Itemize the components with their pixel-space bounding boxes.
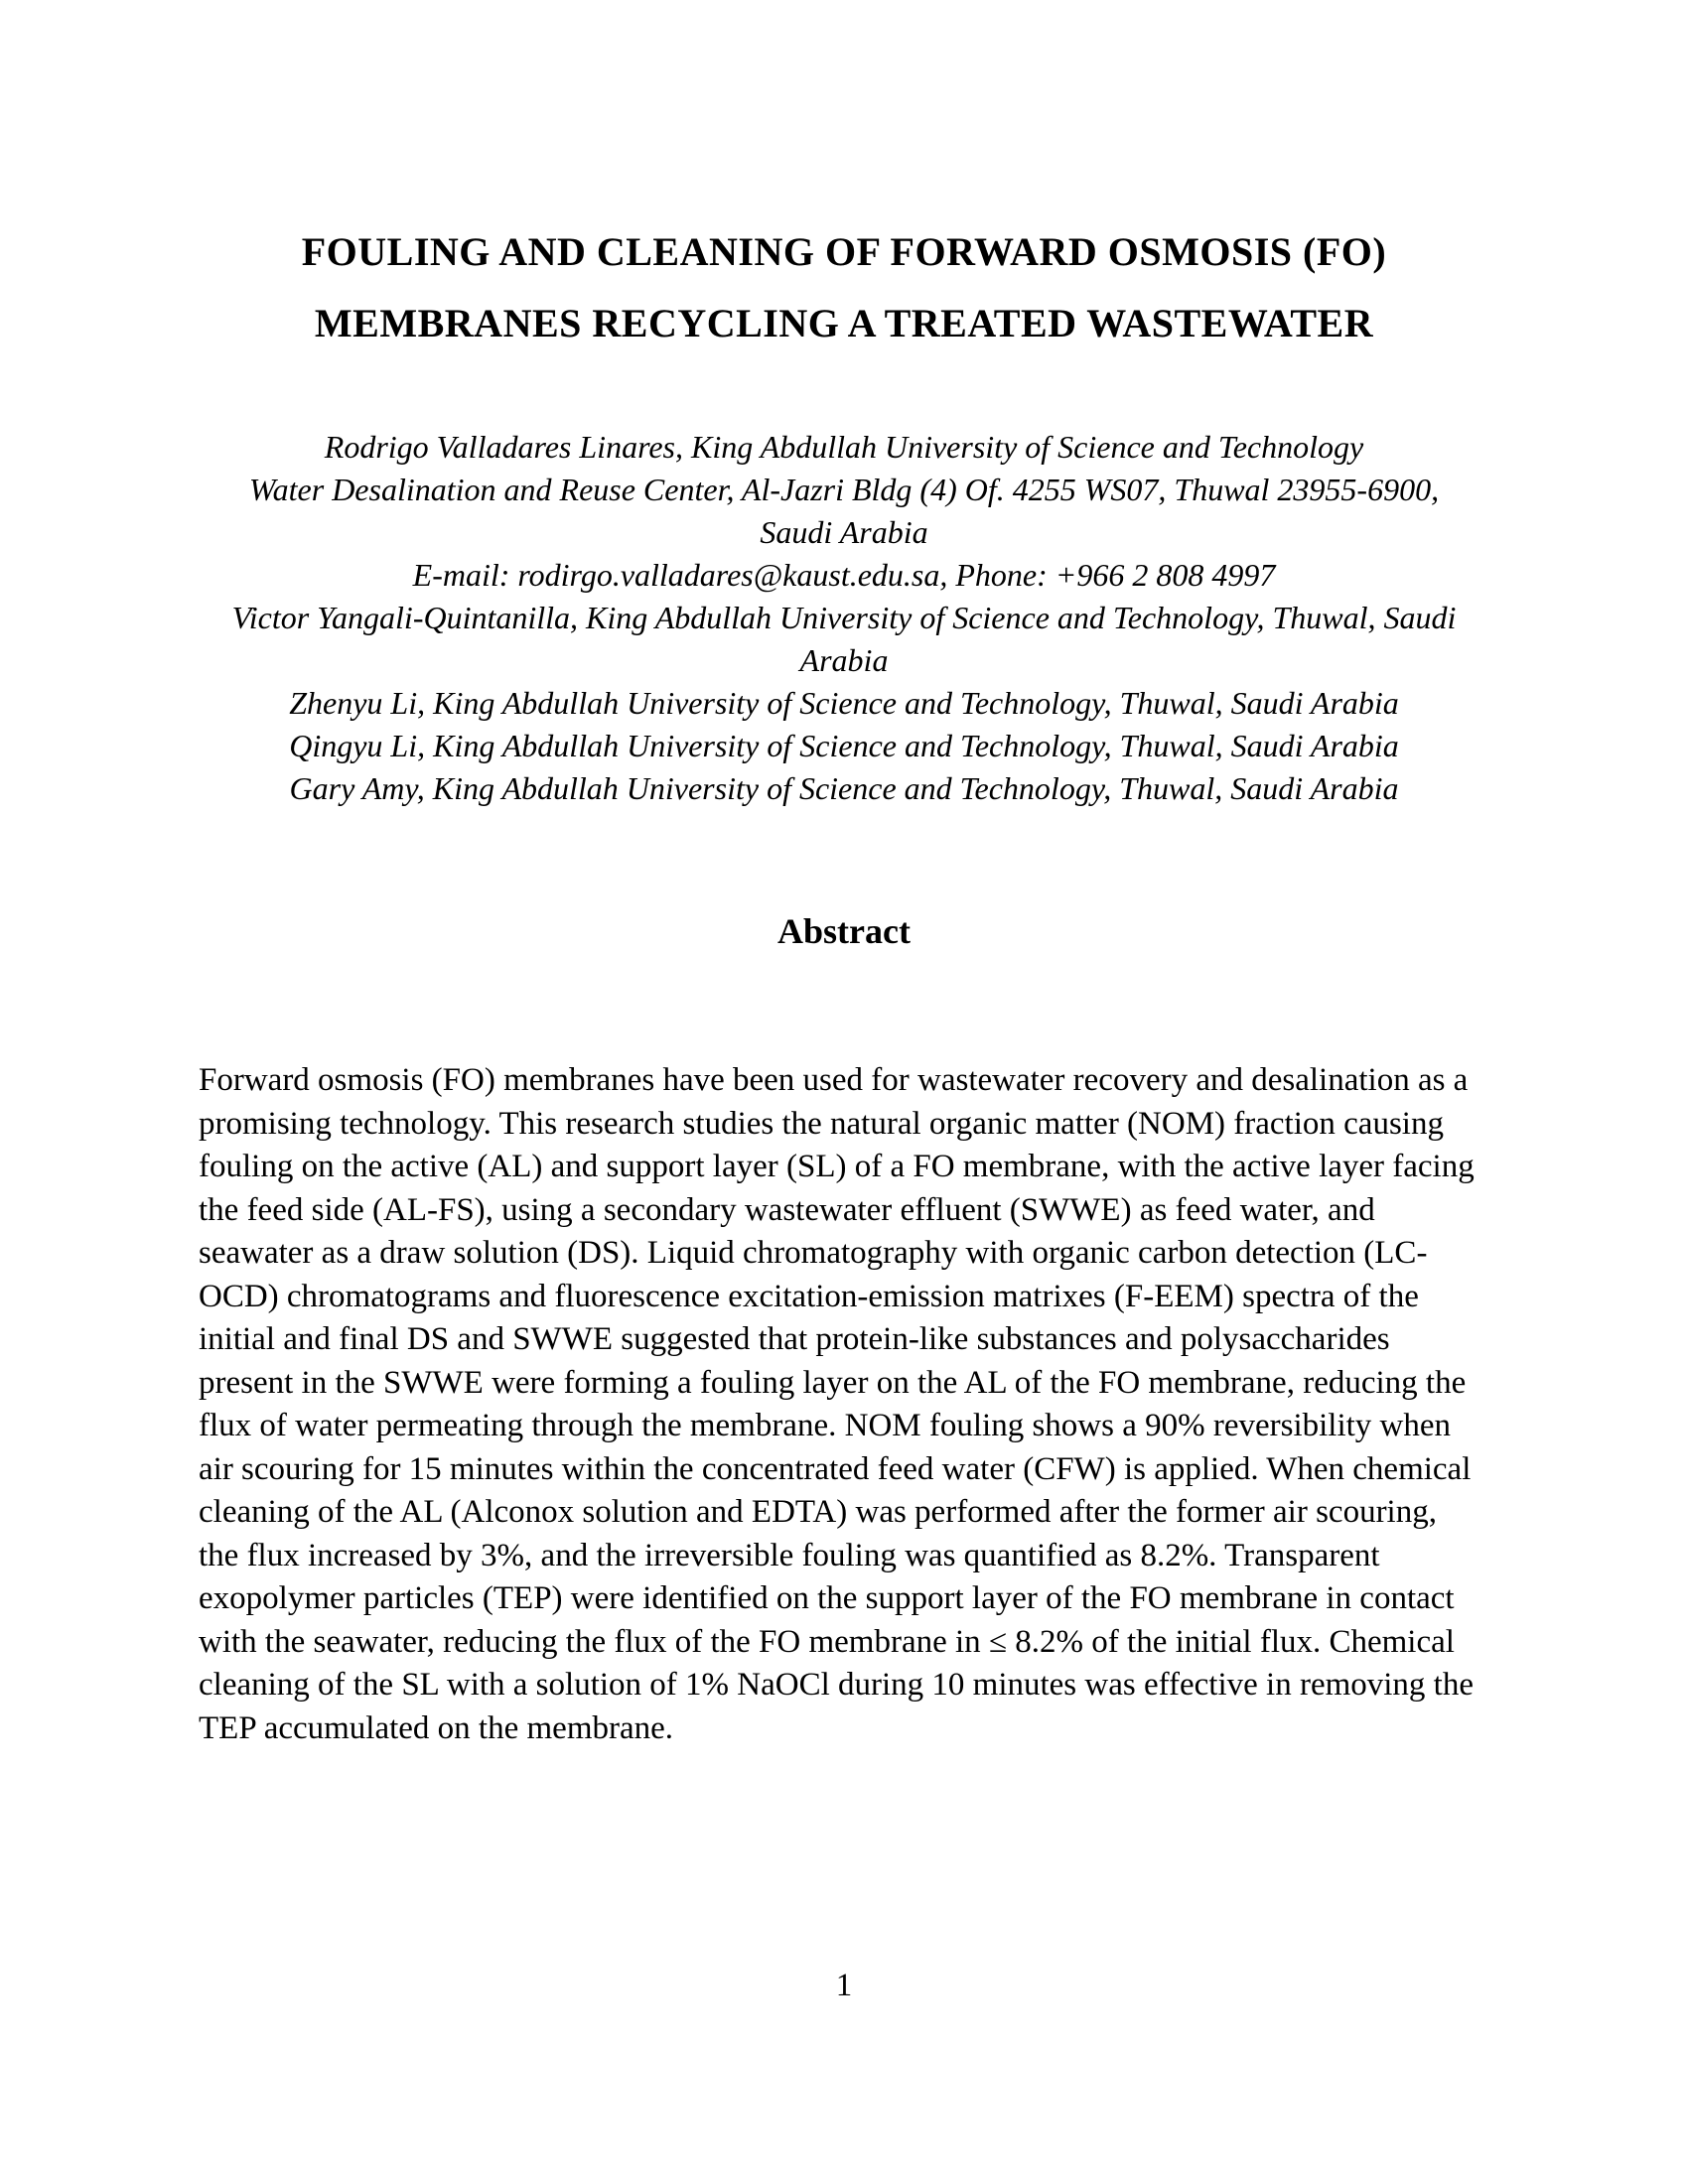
text-line: with the seawater, reducing the flux of the FO membrane in ≤ 8.2% of the initial flux. Chemical — [199, 1623, 1455, 1660]
affiliation-line: Water Desalination and Reuse Center, Al-Jazri Bldg (4) Of. 4255 WS07, Thuwal 23955-6900, — [248, 472, 1440, 507]
text-line: cleaning of the AL (Alconox solution and EDTA) was performed after the former air scouring, — [199, 1494, 1437, 1530]
author-line: Gary Amy, King Abdullah University of Science and Technology, Thuwal, Saudi Arabia — [289, 770, 1399, 806]
text-line: OCD) chromatograms and fluorescence excitation-emission matrixes (F-EEM) spectra of the — [199, 1278, 1419, 1314]
text-line: TEP accumulated on the membrane. — [199, 1709, 674, 1746]
contact-line: E-mail: rodirgo.valladares@kaust.edu.sa, Phone: +966 2 808 4997 — [412, 557, 1276, 593]
paper-title — [0, 230, 1688, 345]
text-line: Forward osmosis (FO) membranes have been used for wastewater recovery and desalination as a — [199, 1062, 1469, 1098]
text-line: promising technology. This research studies the natural organic matter (NOM) fraction causing — [199, 1105, 1444, 1142]
text-line: cleaning of the SL with a solution of 1% NaOCl during 10 minutes was effective in removing the — [199, 1667, 1474, 1703]
author-line: Qingyu Li, King Abdullah University of Science and Technology, Thuwal, Saudi Arabia — [289, 728, 1399, 763]
text-line: the flux increased by 3%, and the irreversible fouling was quantified as 8.2%. Transparent — [199, 1537, 1380, 1573]
page-number: 1 — [835, 1968, 853, 2003]
text-line: seawater as a draw solution (DS). Liquid chromatography with organic carbon detection (LC- — [199, 1235, 1428, 1271]
paper-title-line: FOULING AND CLEANING OF FORWARD OSMOSIS (FO) — [301, 229, 1387, 274]
text-line: exopolymer particles (TEP) were identified on the support layer of the FO membrane in contact — [199, 1580, 1455, 1616]
text-line: initial and final DS and SWWE suggested that protein-like substances and polysaccharides — [199, 1321, 1390, 1357]
author-line: Rodrigo Valladares Linares, King Abdullah University of Science and Technology — [324, 429, 1364, 465]
text-line: present in the SWWE were forming a fouling layer on the AL of the FO membrane, reducing the — [199, 1364, 1467, 1401]
author-affiliation-block — [0, 426, 1688, 810]
text-line: flux of water permeating through the membrane. NOM fouling shows a 90% reversibility when — [199, 1408, 1452, 1443]
abstract-text — [199, 1059, 1534, 1750]
affiliation-line: Saudi Arabia — [760, 514, 928, 550]
paper-title-line: MEMBRANES RECYCLING A TREATED WASTEWATER — [314, 301, 1374, 345]
text-line: the feed side (AL-FS), using a secondary wastewater effluent (SWWE) as feed water, and — [199, 1191, 1375, 1228]
text-line: fouling on the active (AL) and support layer (SL) of a FO membrane, with the active layer facing — [199, 1149, 1475, 1184]
text-line: air scouring for 15 minutes within the concentrated feed water (CFW) is applied. When chemical — [199, 1450, 1472, 1487]
author-line: Arabia — [799, 642, 889, 678]
author-line: Victor Yangali-Quintanilla, King Abdullah University of Science and Technology, Thuwal, Saudi — [231, 600, 1457, 635]
abstract-heading: Abstract — [777, 911, 911, 951]
author-line: Zhenyu Li, King Abdullah University of Science and Technology, Thuwal, Saudi Arabia — [289, 685, 1399, 721]
